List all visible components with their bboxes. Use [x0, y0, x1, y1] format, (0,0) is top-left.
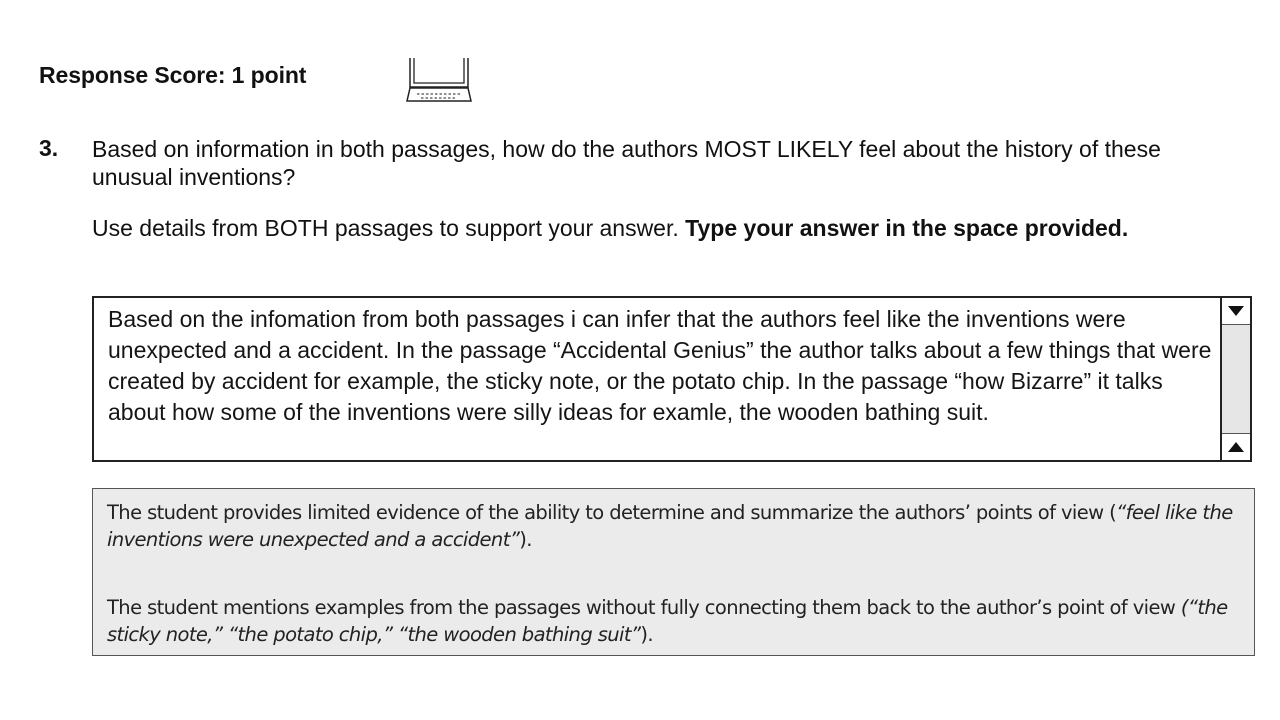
commentary-paragraph-2: [107, 594, 1237, 648]
scoring-commentary-box: [92, 488, 1255, 656]
laptop-icon: [405, 56, 473, 104]
commentary-1-text: The student provides limited evidence of the ability to determine and summarize the authors’ points of view (: [107, 501, 1117, 524]
instruction-text: Use details from BOTH passages to support your answer.: [92, 215, 686, 241]
answer-scrollbar[interactable]: [1220, 298, 1250, 460]
triangle-down-icon: [1226, 304, 1246, 318]
answer-text[interactable]: Based on the infomation from both passages i can infer that the authors feel like the inventions were unexpected and a accident. In the passage “Accidental Genius” the author talks about a few things that were created by accident for example, the sticky note, or the potato chip. In the passage “how Bizarre” it talks about how some of the inventions were silly ideas for examle, the wooden bathing suit.: [108, 306, 1212, 425]
commentary-2-end: ).: [640, 623, 653, 646]
commentary-2-text: The student mentions examples from the passages without fully connecting them back to the author’s point of view: [107, 596, 1181, 619]
triangle-up-icon: [1226, 440, 1246, 454]
instruction-emphasis: Type your answer in the space provided.: [685, 215, 1129, 241]
response-score-label: Response Score: 1 point: [39, 62, 307, 88]
commentary-1-end: ).: [519, 528, 532, 551]
commentary-2-quote: (“the sticky note,” “the potato chip,” “the wooden bathing suit”: [107, 596, 1228, 646]
scroll-track[interactable]: [1222, 324, 1250, 434]
answer-textbox[interactable]: [92, 296, 1252, 462]
commentary-paragraph-1: [107, 499, 1237, 553]
commentary-1-quote: “feel like the inventions were unexpected and a accident”: [107, 501, 1233, 551]
question-text: Based on information in both passages, how do the authors MOST LIKELY feel about the history of these unusual inventions?: [92, 136, 1161, 190]
scroll-arrow-button-bottom[interactable]: [1222, 434, 1250, 460]
scroll-arrow-button-top[interactable]: [1222, 298, 1250, 324]
question-instruction: [92, 214, 1232, 242]
question-number: 3.: [39, 135, 59, 161]
